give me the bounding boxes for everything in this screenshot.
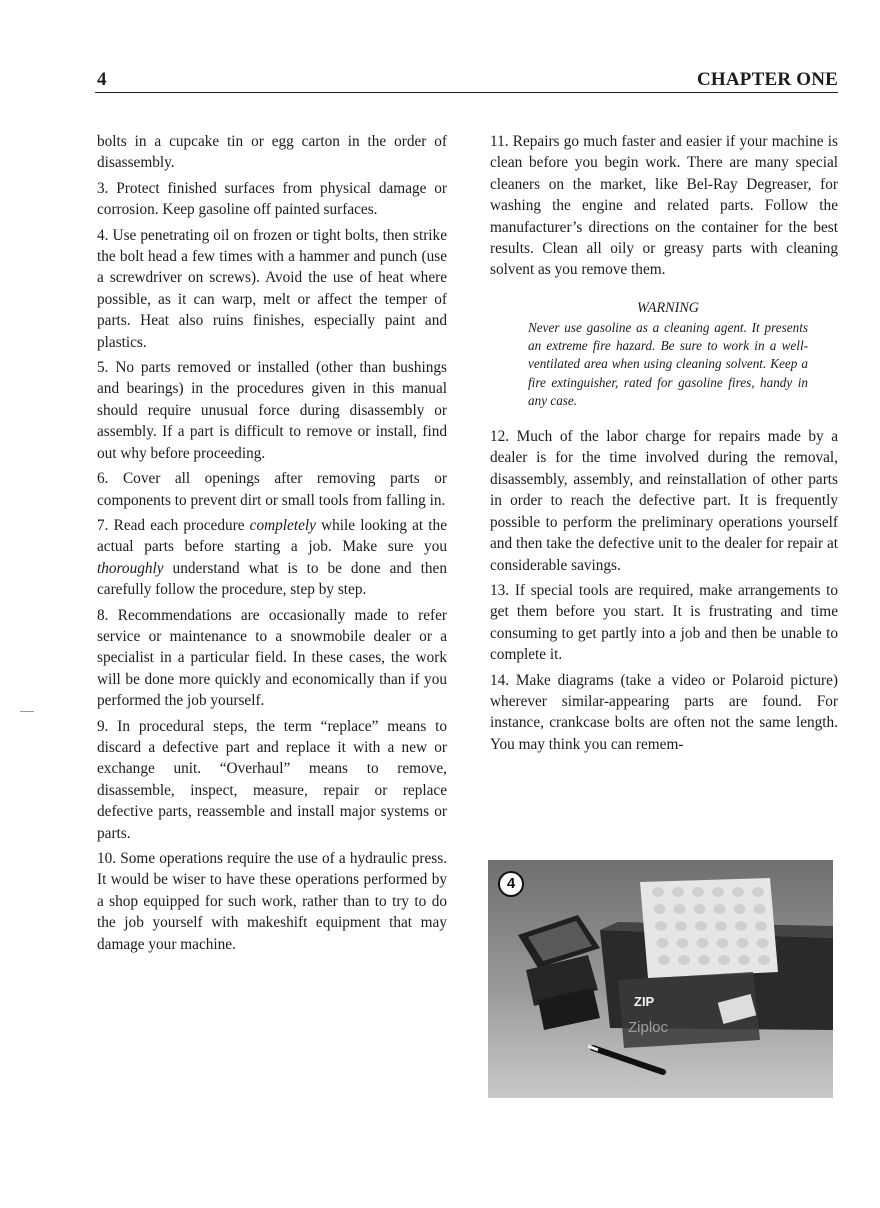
paragraph-text: while looking at the actual parts before starting a job. Make sure you bbox=[97, 516, 447, 556]
paragraph bbox=[490, 426, 838, 576]
paragraph bbox=[97, 131, 447, 174]
egg-cup bbox=[712, 887, 724, 897]
warning-body: Never use gasoline as a cleaning agent. It presents an extreme fire hazard. Be sure to work in a well-ventilated area when using cleaning solvent. Keep a fire extinguisher, rated for gasoline fires, handy in any case. bbox=[528, 320, 808, 408]
paragraph bbox=[97, 515, 447, 601]
paragraph-text: 7. Read each procedure bbox=[97, 516, 250, 534]
egg-cup bbox=[735, 921, 747, 931]
egg-cup bbox=[675, 921, 687, 931]
egg-cup bbox=[697, 938, 709, 948]
paragraph-text: bolts in a cupcake tin or egg carton in the order of disassembly. bbox=[97, 133, 447, 172]
egg-carton bbox=[640, 878, 778, 978]
zip-bag bbox=[618, 972, 760, 1048]
egg-cup bbox=[672, 887, 684, 897]
egg-cup bbox=[757, 938, 769, 948]
egg-cup bbox=[678, 955, 690, 965]
paragraph-text: 12. Much of the labor charge for repairs made by a dealer is for the time involved during the removal, disassembly, assembly, and reinstallation of other parts in order to reach the defective part. It is frequently possible to perform the preliminary operations yourself and then take the defective unit to the dealer for repair at considerable savings. bbox=[490, 428, 838, 574]
egg-cup bbox=[758, 955, 770, 965]
paragraph bbox=[490, 670, 838, 756]
paragraph-text: 11. Repairs go much faster and easier if your machine is clean before you begin work. There are many special cleaners on the market, like Bel-Ray Degreaser, for washing the engine and related parts. Follow the manufacturer’s directions on the container for the best results. Clean all oily or greasy parts with cleaning solvent as you remove them. bbox=[490, 133, 838, 279]
emphasis-text: thoroughly bbox=[97, 559, 164, 577]
egg-cup bbox=[755, 921, 767, 931]
zip-bag-brand: Ziploc bbox=[628, 1019, 669, 1036]
paragraph bbox=[97, 357, 447, 464]
egg-cup bbox=[737, 938, 749, 948]
paragraph bbox=[97, 605, 447, 712]
paragraph bbox=[490, 580, 838, 666]
egg-cup bbox=[655, 921, 667, 931]
figure-4-photo bbox=[488, 860, 833, 1098]
egg-cup bbox=[695, 921, 707, 931]
paragraph-text: understand what is to be done and then carefully follow the procedure, step by step. bbox=[97, 559, 447, 599]
paragraph bbox=[97, 468, 447, 511]
figure-number-badge: 4 bbox=[498, 871, 524, 897]
left-column bbox=[97, 131, 447, 959]
paragraph bbox=[97, 178, 447, 221]
header-rule bbox=[95, 92, 838, 93]
right-column-top bbox=[490, 131, 838, 281]
paragraph-text: 9. In procedural steps, the term “replace” means to discard a defective part and replace it with a new or exchange unit. “Overhaul” means to remove, disassemble, inspect, measure, repair or replace defective parts, reassemble and install major systems or parts. bbox=[97, 717, 447, 842]
egg-cup bbox=[717, 938, 729, 948]
paragraph bbox=[97, 848, 447, 955]
egg-cup bbox=[754, 904, 766, 914]
egg-cup bbox=[657, 938, 669, 948]
egg-cup bbox=[674, 904, 686, 914]
egg-cup bbox=[734, 904, 746, 914]
page-number: 4 bbox=[97, 69, 107, 90]
paragraph-text: 5. No parts removed or installed (other than bushings and bearings) in the procedures given in this manual should require unusual force during disassembly or assembly. If a part is difficult to remove or install, find out why before proceeding. bbox=[97, 359, 447, 462]
egg-cup bbox=[732, 887, 744, 897]
margin-mark bbox=[20, 711, 34, 712]
egg-cup bbox=[694, 904, 706, 914]
paragraph bbox=[490, 131, 838, 281]
egg-cup bbox=[752, 887, 764, 897]
paragraph bbox=[97, 225, 447, 353]
egg-cup bbox=[714, 904, 726, 914]
paragraph-text: 4. Use penetrating oil on frozen or tight bolts, then strike the bolt head a few times with a hammer and punch (use a screwdriver on screws). Avoid the use of heat where possible, as it can warp, melt or affect the temper of parts. Heat also ruins finishes, especially paint and plastics. bbox=[97, 226, 447, 351]
paragraph-text: 10. Some operations require the use of a hydraulic press. It would be wiser to have these operations performed by a shop equipped for such work, rather than to try to do the job yourself with makeshift equipment that may damage your machine. bbox=[97, 850, 447, 953]
egg-cup bbox=[652, 887, 664, 897]
right-column bbox=[490, 131, 838, 759]
paragraph-text: 6. Cover all openings after removing parts or components to prevent dirt or small tools from falling in. bbox=[97, 470, 447, 509]
egg-cup bbox=[715, 921, 727, 931]
egg-cup bbox=[718, 955, 730, 965]
warning-title: WARNING bbox=[636, 299, 700, 316]
warning-box bbox=[490, 299, 838, 410]
chapter-title: CHAPTER ONE bbox=[696, 69, 838, 90]
paragraph-text: 14. Make diagrams (take a video or Polaroid picture) wherever similar-appearing parts are found. For instance, crankcase bolts are often not the same length. You may think you can remem- bbox=[490, 671, 838, 753]
egg-cup bbox=[658, 955, 670, 965]
paragraph-text: 3. Protect finished surfaces from physical damage or corrosion. Keep gasoline off painted surfaces. bbox=[97, 179, 447, 219]
egg-cup bbox=[692, 887, 704, 897]
paragraph-text: 8. Recommendations are occasionally made to refer service or maintenance to a snowmobile dealer or a specialist in a particular field. In these cases, the work will be done more quickly and economically than if you performed the job yourself. bbox=[97, 606, 447, 710]
zip-bag-label: ZIP bbox=[634, 994, 655, 1009]
paragraph-text: 13. If special tools are required, make arrangements to get them before you start. It is frustrating and time consuming to get partly into a job and then be unable to complete it. bbox=[490, 581, 838, 664]
egg-cup bbox=[738, 955, 750, 965]
parts-storage-photo bbox=[488, 860, 833, 1098]
right-column-bottom bbox=[490, 426, 838, 755]
egg-cup bbox=[698, 955, 710, 965]
egg-cup bbox=[677, 938, 689, 948]
egg-cup bbox=[654, 904, 666, 914]
paragraph bbox=[97, 716, 447, 844]
emphasis-text: completely bbox=[249, 516, 316, 534]
